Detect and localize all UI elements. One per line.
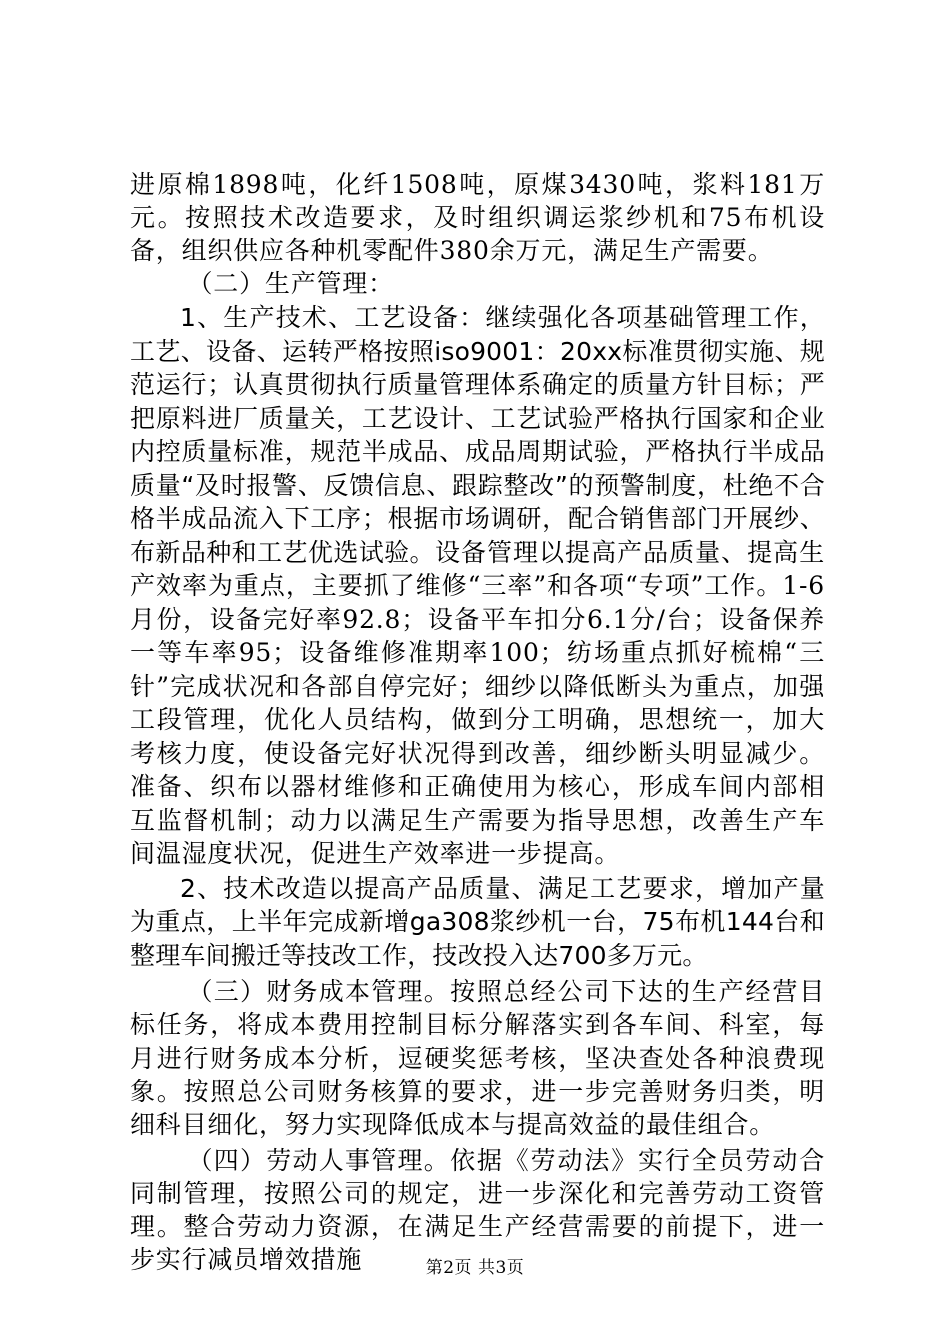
paragraph-equipment-management-text: 设备管理以提高产品质量、提高生产效率为重点，主要抓了维修“三率”和各项“专项”工作。1-6月份，设备完好率92.8；设备平车扣分6.1分/台；设备保养一等车率95；设备维修准期率100；纺场重点抓好梳棉“三针”完成状况和各部自停完好；细纱以降低断头为重点，加强工段管理，优化人员结构，做到分工明确，思想统一，加大考核力度，使设备完好状况得到改善，细纱断头明显减少。准备、织布以器材维修和正确使用为核心，形成车间内部相互监督机制；动力以满足生产需要为指导思想，改善生产车间温湿度状况，促进生产效率进一步提高。 [130, 537, 825, 869]
page-number-footer: 第2页 共3页 [425, 1258, 525, 1278]
document-body [130, 168, 825, 1276]
financial-cost-text: 按照总经公司下达的生产经营目标任务，将成本费用控制目标分解落实到各车间、科室，每月进行财务成本分析，逗硬奖惩考核，坚决查处各种浪费现象。按照总公司财务核算的要求，进一步完善财务归类，明细科目细化，努力实现降低成本与提高效益的最佳组合。 [130, 977, 825, 1139]
labor-personnel-heading: （四）劳动人事管理。 [187, 1145, 451, 1175]
paragraph-financial-cost-management [130, 975, 825, 1140]
paragraph-materials-supply: 进原棉1898吨，化纤1508吨，原煤3430吨，浆料181万元。按照技术改造要求，及时组织调运浆纱机和75布机设备，组织供应各种机零配件380余万元，满足生产需要。 [130, 170, 825, 266]
paragraph-production-technology [130, 301, 825, 871]
labor-personnel-text: 依据《劳动法》实行全员劳动合同制管理，按照公司的规定，进一步深化和完善劳动工资管理。整合劳动力资源，在满足生产经营需要的前提下，进一步实行减员增效措施 [130, 1145, 825, 1275]
financial-cost-heading: （三）财务成本管理。 [187, 977, 451, 1007]
section-heading-production-management: （二）生产管理： [187, 269, 394, 299]
paragraph-technical-renovation: 2、技术改造以提高产品质量、满足工艺要求，增加产量为重点，上半年完成新增ga308浆纱机一台，75布机144台和整理车间搬迁等技改工作，技改投入达700多万元。 [130, 873, 825, 970]
paragraph-production-technology-text: 1、生产技术、工艺设备：继续强化各项基础管理工作，工艺、设备、运转严格按照iso9001：20xx标准贯彻实施、规范运行；认真贯彻执行质量管理体系确定的质量方针目标；严把原料进厂质量关，工艺设计、工艺试验严格执行国家和企业内控质量标准，规范半成品、成品周期试验，严格执行半成品质量“及时报警、反馈信息、跟踪整改”的预警制度，杜绝不合格半成品流入下工序；根据市场调研，配合销售部门开展纱、布新品种和工艺优选试验。 [130, 303, 825, 567]
